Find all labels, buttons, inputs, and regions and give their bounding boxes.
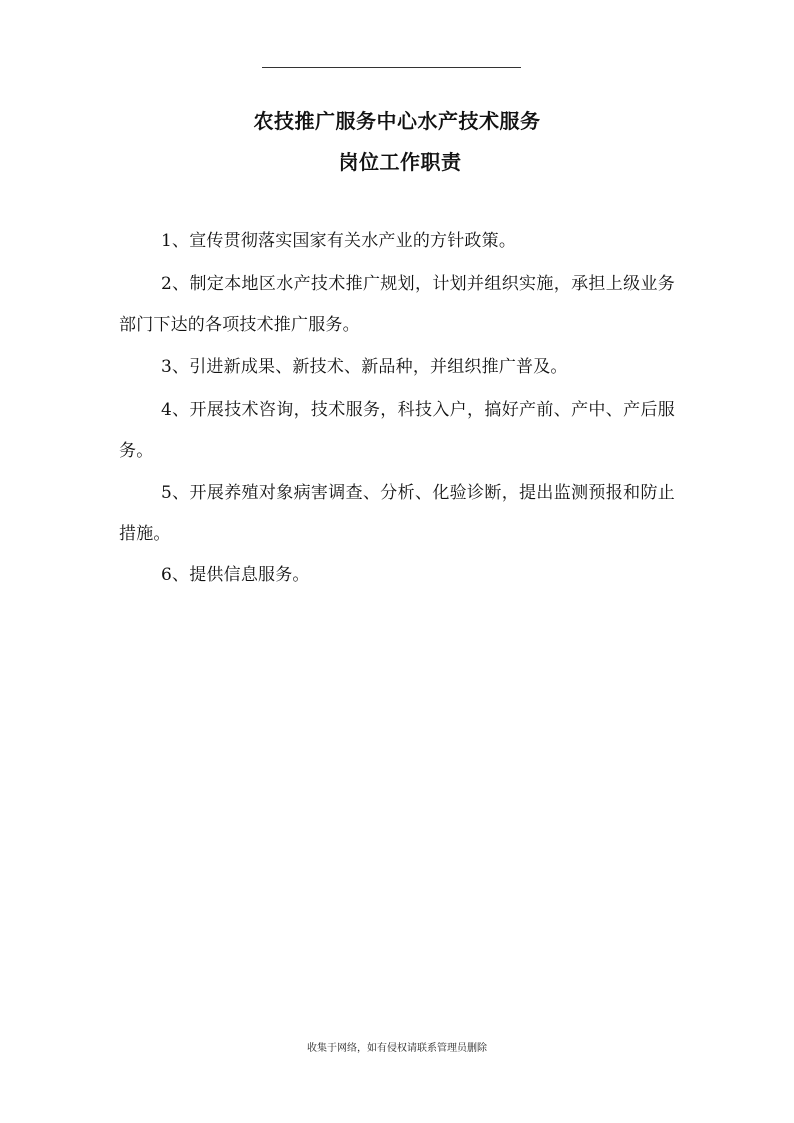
duty-item-6: 6、提供信息服务。 <box>161 565 310 585</box>
header-rule <box>262 67 521 68</box>
duty-item-1: 1、宣传贯彻落实国家有关水产业的方针政策。 <box>161 231 517 251</box>
document-title-line-2: 岗位工作职责 <box>338 150 462 174</box>
duty-item-4: 4、开展技术咨询，技术服务，科技入户，搞好产前、产中、产后服务。 <box>119 400 675 461</box>
duty-item-3: 3、引进新成果、新技术、新品种，并组织推广普及。 <box>161 357 568 377</box>
duty-item-5: 5、开展养殖对象病害调查、分析、化验诊断，提出监测预报和防止措施。 <box>119 483 675 544</box>
document-title-line-1: 农技推广服务中心水产技术服务 <box>253 109 541 133</box>
footer-note: 收集于网络，如有侵权请联系管理员删除 <box>307 1043 487 1054</box>
duty-item-2: 2、制定本地区水产技术推广规划，计划并组织实施，承担上级业务部门下达的各项技术推广服务。 <box>119 274 675 335</box>
